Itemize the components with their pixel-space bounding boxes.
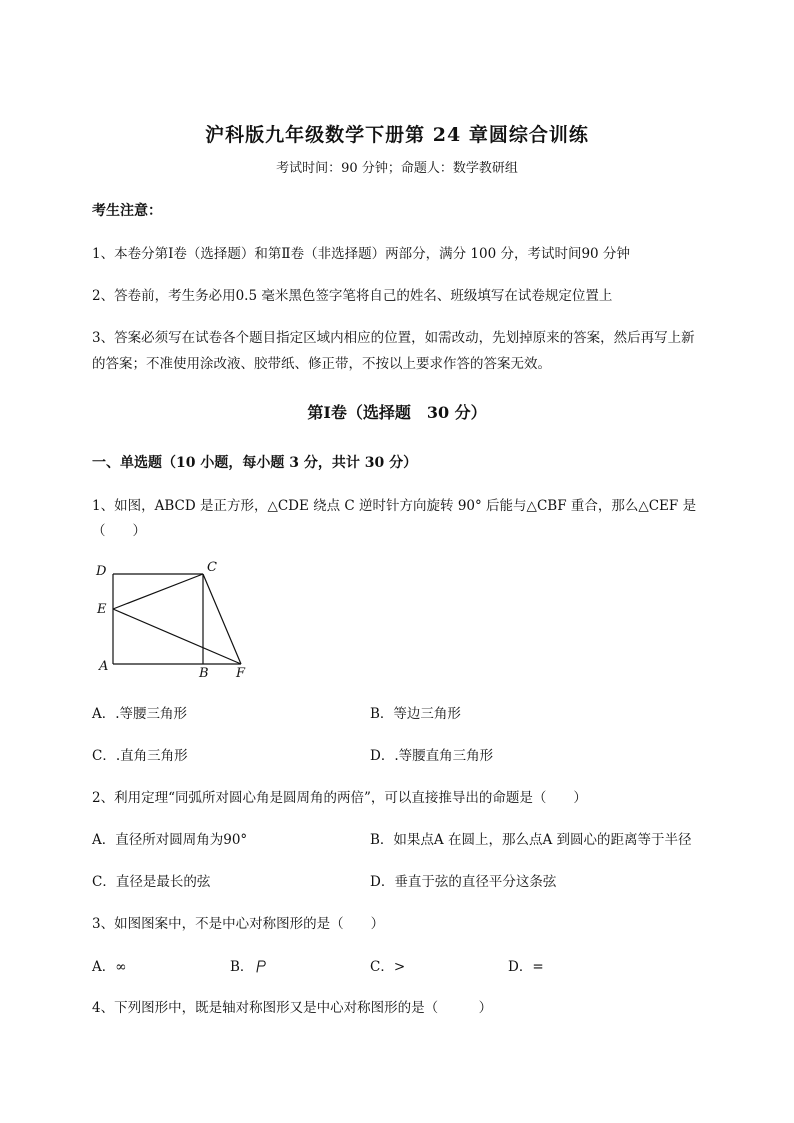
point-label-a: A <box>99 659 109 674</box>
notice-item-3: 3、答案必须写在试卷各个题目指定区域内相应的位置，如需改动，先划掉原来的答案，然后再写上新 <box>92 330 695 346</box>
question-3-option-a[interactable]: A．∞ <box>92 959 127 975</box>
segment-ec <box>113 574 203 609</box>
section-title: 第Ⅰ卷（选择题 30 分） <box>307 403 487 422</box>
question-1-stem-cont: （ ） <box>92 523 146 539</box>
notice-item-3-cont: 的答案；不准使用涂改液、胶带纸、修正带，不按以上要求作答的答案无效。 <box>92 356 551 372</box>
notice-item-2: 2、答卷前，考生务必用0.5 毫米黑色签字笔将自己的姓名、班级填写在试卷规定位置上 <box>92 288 613 304</box>
question-3-option-b-label: B． <box>230 959 254 975</box>
question-1-figure <box>92 556 262 682</box>
document-title: 沪科版九年级数学下册第 24 章圆综合训练 <box>205 124 589 146</box>
point-label-d: D <box>96 564 107 579</box>
p-shape-icon <box>253 959 267 973</box>
question-1-option-b[interactable]: B．等边三角形 <box>370 706 461 722</box>
document-subtitle: 考试时间：90 分钟；命题人：数学教研组 <box>276 161 518 176</box>
question-3-option-b[interactable] <box>230 955 267 975</box>
question-1-stem: 1、如图，ABCD 是正方形，△CDE 绕点 C 逆时针方向旋转 90° 后能与△CBF 重合，那么△CEF 是 <box>92 498 697 514</box>
point-label-e: E <box>97 602 107 617</box>
question-3-option-c[interactable]: C．> <box>370 959 406 975</box>
point-label-c: C <box>207 560 217 575</box>
question-2-stem: 2、利用定理“同弧所对圆心角是圆周角的两倍”，可以直接推导出的命题是（ ） <box>92 790 587 806</box>
point-label-b: B <box>199 666 209 681</box>
question-2-option-a[interactable]: A．直径所对圆周角为90° <box>92 832 248 848</box>
point-label-f: F <box>236 666 246 681</box>
notice-heading: 考生注意： <box>92 203 162 219</box>
notice-item-1: 1、本卷分第Ⅰ卷（选择题）和第Ⅱ卷（非选择题）两部分，满分 100 分，考试时间90 分钟 <box>92 246 630 262</box>
question-4-stem: 4、下列图形中，既是轴对称图形又是中心对称图形的是（ ） <box>92 1000 493 1016</box>
question-2-option-c[interactable]: C．直径是最长的弦 <box>92 874 211 890</box>
question-1-option-a[interactable]: A．.等腰三角形 <box>92 706 188 722</box>
question-1-option-c[interactable]: C．.直角三角形 <box>92 748 188 764</box>
question-1-option-d[interactable]: D．.等腰直角三角形 <box>370 748 494 764</box>
question-2-option-b[interactable]: B．如果点A 在圆上，那么点A 到圆心的距离等于半径 <box>370 832 692 848</box>
question-3-stem: 3、如图图案中，不是中心对称图形的是（ ） <box>92 916 385 932</box>
part-heading: 一、单选题（10 小题，每小题 3 分，共计 30 分） <box>92 455 418 471</box>
question-3-option-d[interactable]: D．= <box>508 959 544 975</box>
question-2-option-d[interactable]: D．垂直于弦的直径平分这条弦 <box>370 874 557 890</box>
